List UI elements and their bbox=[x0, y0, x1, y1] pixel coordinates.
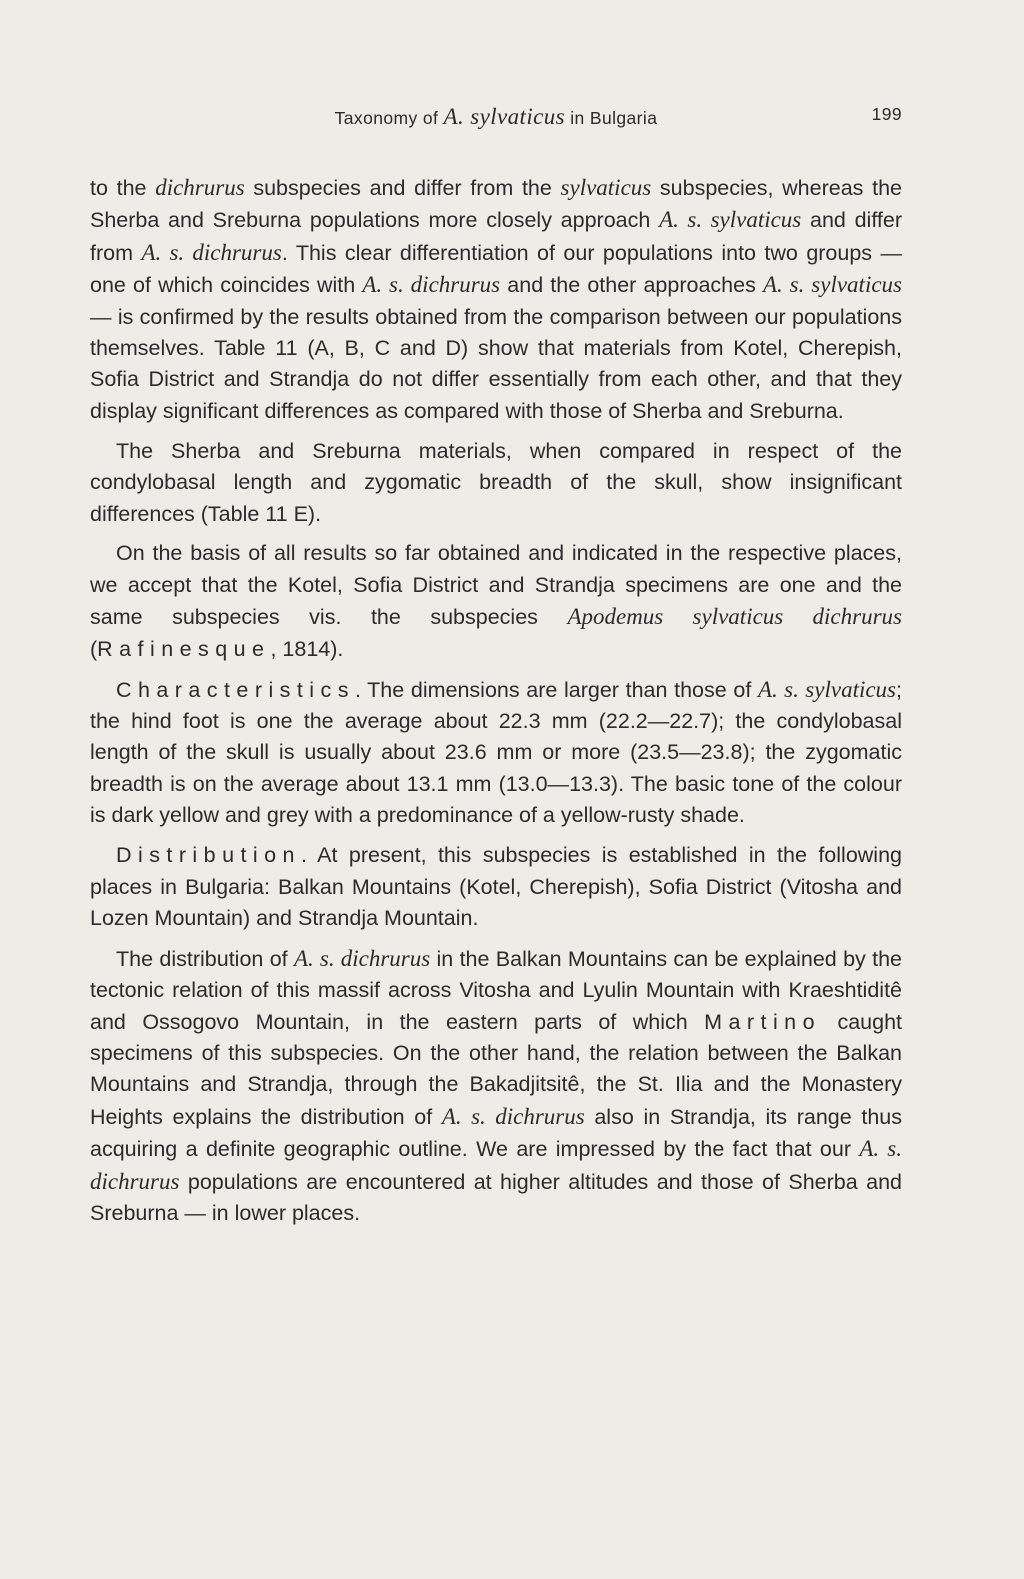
italic-term: A. s. dichrurus bbox=[362, 272, 501, 298]
text-run: subspecies and differ from the bbox=[244, 176, 561, 200]
text-run: The Sherba and Sreburna materials, when compared in respect of the condylobasal length and zygomatic breadth of the skull, show insignificant differences (Table 11 E). bbox=[90, 438, 902, 526]
italic-term: Apodemus sylvaticus dichrurus bbox=[567, 604, 902, 630]
text-run: . This clear differentiation of our populations into two groups — one of which coincides with bbox=[90, 240, 902, 298]
text-run: . At present, this subspecies is established in the following places in Bulgaria: Balkan Mountains (Kotel, Cherepish), Sofia District (Vitosha and Lozen Mountain) and Strandja Mountain. bbox=[90, 843, 902, 930]
spaced-section-label: Distribution bbox=[116, 843, 301, 868]
paragraph-6 bbox=[90, 943, 902, 1230]
text-run: subspecies, whereas the Sherba and Sreburna populations more closely approach bbox=[90, 176, 902, 233]
italic-term: A. s. dichrurus bbox=[90, 1136, 903, 1194]
paragraph-distribution bbox=[90, 840, 902, 934]
italic-term: A. s. dichrurus bbox=[441, 1103, 585, 1129]
text-run: and the other approaches bbox=[500, 273, 763, 298]
italic-term: A. s. sylvaticus bbox=[659, 207, 802, 233]
italic-term: A. s. sylvaticus bbox=[762, 272, 902, 298]
running-title-text: Taxonomy of bbox=[334, 108, 444, 128]
italic-term: sylvaticus bbox=[560, 175, 652, 200]
running-title bbox=[90, 104, 902, 130]
spaced-section-label: Characteristics bbox=[116, 677, 355, 702]
paragraph-1 bbox=[90, 172, 902, 427]
text-run: and differ from bbox=[90, 208, 902, 265]
text-run: ; the hind foot is one the average about 22.3 mm (22.2—22.7); the condylobasal length of the skull is usually about 23.6 mm or more (23.5—23.8); the zygomatic breadth is on the average about 13.1 mm (13.0—13.3). The basic tone of the colour is dark yellow and grey with a predominance of a yellow-rusty shade. bbox=[90, 677, 902, 828]
text-run: . The dimensions are larger than those of bbox=[354, 677, 758, 702]
page-header bbox=[90, 104, 902, 128]
paragraph-3 bbox=[90, 538, 902, 665]
italic-term: dichrurus bbox=[155, 175, 245, 200]
text-run: to the bbox=[90, 176, 156, 200]
text-run: — is confirmed by the results obtained from the comparison between our populations themselves. Table 11 (A, B, C and D) show that materials from Kotel, Cherepish, Sofia District and Strandja do not differ essentially from each other, and that they display significant differences as compared with those of Sherba and Sreburna. bbox=[90, 304, 902, 423]
spaced-author-name: Rafinesque bbox=[97, 636, 271, 661]
italic-term: A. s. dichrurus bbox=[141, 239, 282, 265]
text-run: On the basis of all results so far obtained and indicated in the respective places, we accept that the Kotel, Sofia District and Strandja specimens are one and the same subspecies vis. the subspecies bbox=[90, 541, 902, 630]
italic-term: A. s. dichrurus bbox=[293, 945, 431, 971]
page-number: 199 bbox=[871, 104, 902, 124]
body-text bbox=[90, 172, 902, 1238]
text-run: in the Balkan Mountains can be explained by the tectonic relation of this massif across Vitosha and Lyulin Mountain with Kraeshtiditê and Ossogovo Mountain, in the eastern parts of which bbox=[90, 946, 903, 1034]
text-run: , 1814). bbox=[270, 636, 344, 661]
paragraph-2 bbox=[90, 436, 902, 530]
running-title-species: A. sylvaticus bbox=[443, 104, 565, 129]
italic-term: A. s. sylvaticus bbox=[757, 676, 897, 702]
text-run: The distribution of bbox=[116, 946, 294, 971]
text-run: populations are encountered at higher altitudes and those of Sherba and Sreburna — in lower places. bbox=[90, 1169, 902, 1226]
running-title-text-end: in Bulgaria bbox=[564, 108, 658, 128]
text-run: ( bbox=[90, 636, 98, 661]
spaced-author-name: Martino bbox=[704, 1009, 821, 1034]
text-run: also in Strandja, its range thus acquiring a definite geographic outline. We are impressed by the fact that our bbox=[90, 1104, 902, 1162]
paragraph-characteristics bbox=[90, 674, 902, 832]
text-run: caught specimens of this subspecies. On the other hand, the relation between the Balkan Mountains and Strandja, through the Bakadjitsitê, the St. Ilia and the Monastery Heights explains the distribution of bbox=[90, 1009, 902, 1129]
